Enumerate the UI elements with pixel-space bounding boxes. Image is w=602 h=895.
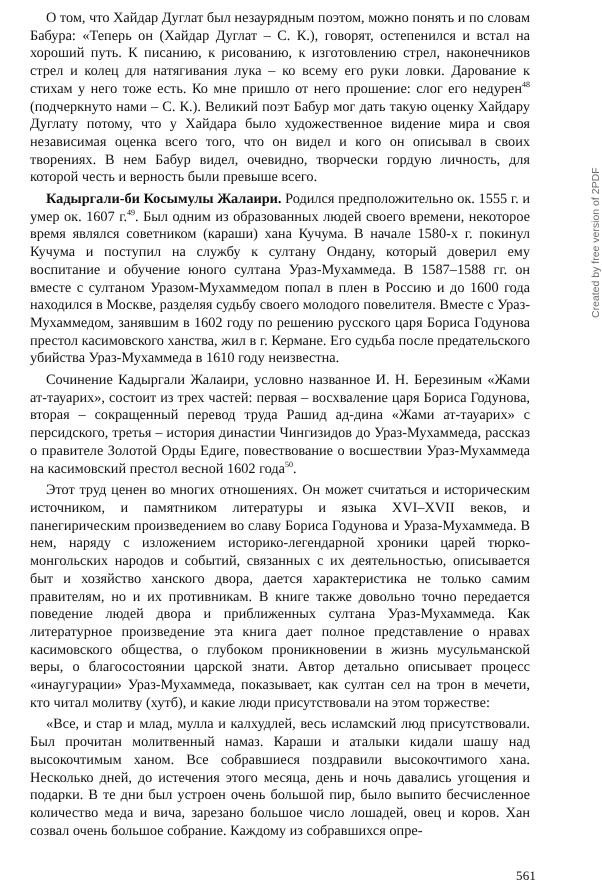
watermark bbox=[580, 167, 602, 330]
paragraph-text: Родился предположительно ок. 1555 г. и умер ок. 1607 г. bbox=[30, 191, 530, 225]
footnote-ref-50[interactable]: 50 bbox=[285, 459, 294, 469]
paragraph-jami-structure bbox=[30, 372, 530, 478]
paragraph-text: . bbox=[293, 460, 297, 477]
page-number: 561 bbox=[516, 868, 537, 883]
paragraph-kadyrgali-bio bbox=[30, 191, 530, 368]
paragraph-haidar-dughlat bbox=[30, 10, 530, 187]
paragraph-work-value bbox=[30, 482, 530, 712]
footnote-ref-49[interactable]: 49 bbox=[127, 207, 136, 217]
paragraph-text: Этот труд ценен во многих отношениях. Он может считаться и историческим источником, и памятником литературы и языка XVI–XVII веков, и панегирическим произведением во славу Бориса Годунова и Ураза-Мухаммеда. В нем, наряду с изложением историко-легендарной хроники царей тюрко-монгольских народов и событий, связанных с их деятельностью, описывается быт и хозяйство ханского двора, дается характеристика не только самим правителям, но и их противникам. В книге также довольно точно передается поведение людей двора и приближенных султана Ураз-Мухаммеда. Как литературное произведение эта книга дает полное представление о нравах касимовского общества, о глубоком проникновении в жизнь мусульманской веры, о благосостоянии царской знати. Автор детально описывает процесс «инаугурации» Ураз-Мухаммеда, показывает, как султан сел на трон в мечети, кто читал молитву (хутб), и какие люди присутствовали на этом торжестве: bbox=[30, 482, 530, 711]
book-page bbox=[30, 10, 537, 885]
body-text bbox=[30, 10, 530, 840]
quotation-text: «Все, и стар и млад, мулла и калхудлей, весь исламский люд присутствовали. Был прочитан молитвенный намаз. Караши и аталыки кидали шашу над высокочтимым ханом. Все собравшиеся поздравили высокочтимого хана. Несколько дней, до истечения этого месяца, день и ночь давались угощения и подарки. В те дни был устроен очень большой пир, было выпито бесчисленное количество меда и вича, зарезано большое число лошадей, овец и коров. Хан созвал очень большое собрание. Каждому из собравшихся опре- bbox=[30, 716, 530, 839]
paragraph-text: О том, что Хайдар Дуглат был незаурядным поэтом, можно понять и по словам Бабура: «Теперь он (Хайдар Дуглат – С. К.), говорят, остепенился и встал на хороший путь. К писанию, к рисованию, к изготовлению стрел, наконечников стрел и колец для натягивания лука – ко всему его руки ловки. Дарование к стихам у него тоже есть. Ко мне пришло от него прошение: слог его недурен bbox=[30, 10, 530, 97]
quotation-inauguration bbox=[30, 716, 530, 840]
paragraph-text: . Был одним из образованных людей своего времени, некоторое время являлся советником (караши) хана Кучума. В начале 1580-х г. покинул Кучума и поступил на службу к султану Ондану, который доверил ему воспитание и обучение юного султана Ураз-Мухаммеда. В 1587–1588 гг. он вместе с султаном Уразом-Мухаммедом попал в плен в Россию и до 1600 года находился в Москве, разделяя судьбу своего молодого повелителя. Вместе с Ураз-Мухаммедом, занявшим в 1602 году по решению русского царя Бориса Годунова престол касимовского ханства, жил в г. Кермане. Его судьба после предательского убийства Ураз-Мухаммеда в 1610 году неизвестна. bbox=[30, 208, 530, 367]
watermark-text: Created by free version of 2PDF bbox=[590, 167, 602, 318]
paragraph-text: Сочинение Кадыргали Жалаири, условно названное И. Н. Березиным «Жами ат-тауарих», состоит из трех частей: первая – восхваление царя Бориса Годунова, вторая – сокращенный перевод труда Рашид ад-дина «Жами ат-тауарих» с персидского, третья – история династии Чингизидов до Ураз-Мухаммеда, рассказ о правителе Золотой Орды Едиге, повествование о восшествии Ураз-Мухаммеда на касимовский престол весной 1602 года bbox=[30, 372, 530, 477]
footnote-ref-48[interactable]: 48 bbox=[522, 80, 530, 90]
section-heading-kadyrgali: Кадыргали-би Косымулы Жалаири. bbox=[46, 191, 282, 208]
paragraph-text: (подчеркнуто нами – С. К.). Великий поэт Бабур мог дать такую оценку Хайдару Дуглату потому, что у Хайдара было художественное видение мира и своя независимая оценка всего того, что он видел и кого он описывал в своих творениях. В нем Бабур видел, очевидно, творчески гордую личность, для которой честь и верность были превыше всего. bbox=[30, 98, 530, 186]
